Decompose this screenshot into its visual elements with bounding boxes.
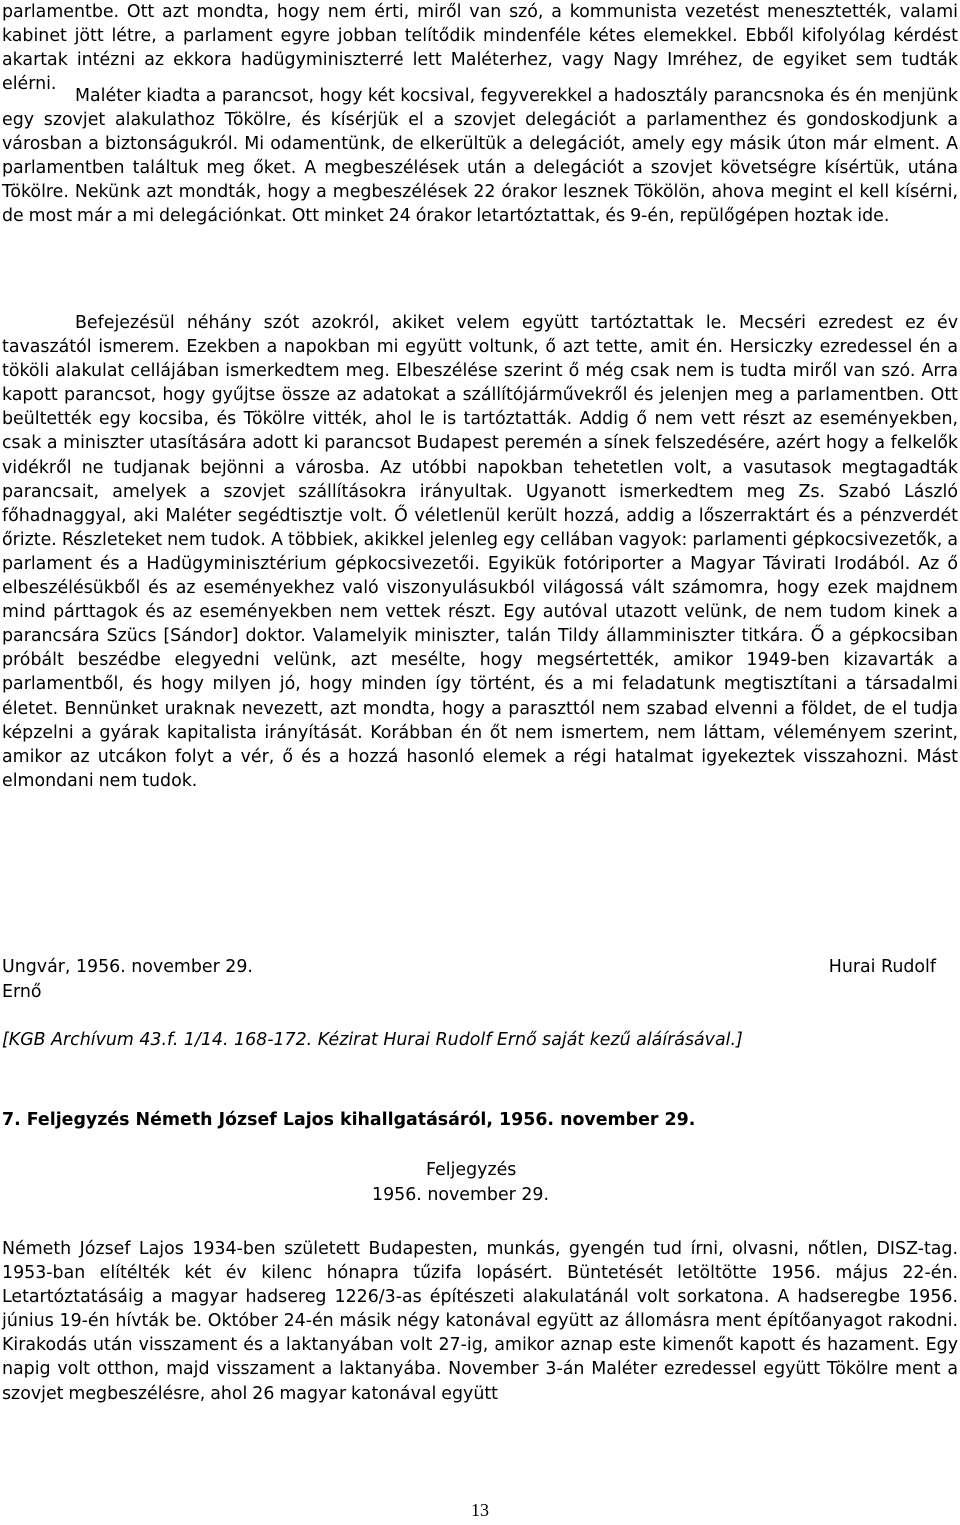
paragraph-maleter: Maléter kiadta a parancsot, hogy két kocsival, fegyverekkel a hadosztály parancsnoka és én menjünk egy szovjet alakulathoz Tökölre, és kísérjük el a szovjet delegációt a parlamenthez és gondoskodjunk a városban a biztonságukról. Mi odamentünk, de elkerültük a delegációt, amely egy másik úton már elment. A parlamentben találtuk meg őket. A megbeszélések után a delegációt a szovjet követségre kísértük, utána Tökölre. Nekünk azt mondták, hogy a megbeszélések 22 órakor lesznek Tökölön, ahova megint el kell kísérni, de most már a mi delegációnkat. Ott minket 24 órakor letartóztattak, és 9-én, repülőgépen hoztak ide.: [2, 86, 958, 227]
signature-place-date: Ungvár, 1956. november 29.: [2, 957, 253, 977]
paragraph-nemeth: Németh József Lajos 1934-ben született Budapesten, munkás, gyengén tud írni, olvasni, nőtlen, DISZ-tag. 1953-ban elítélték két év kilenc hónapra tűzifa lopásért. Büntetését letöltötte 1956. május 22-én. Letartóztatásáig a magyar hadsereg 1226/3-as építészeti alakulatánál volt sorkatona. A hadseregbe 1956. június 19-én hívták be. Október 24-én másik négy katonával együtt az állomásra ment építőanyagot rakodni. Kirakodás után visszament és a laktanyában volt 27-ig, amikor aznap este kimenőt kapott és hazament. Egy napig volt otthon, majd visszament a laktanyába. November 3-án Maléter ezredessel együtt Tökölre ment a szovjet megbeszélésre, ahol 26 magyar katonával együtt: [2, 1239, 958, 1404]
signature-name-continued: Ernő: [2, 982, 42, 1002]
note-date: 1956. november 29.: [372, 1185, 549, 1205]
archive-citation: [KGB Archívum 43.f. 1/14. 168-172. Kézirat Hurai Rudolf Ernő saját kezű aláírásával.]: [2, 1030, 743, 1050]
paragraph-top-continued: parlamentbe. Ott azt mondta, hogy nem érti, miről van szó, a kommunista vezetést menesztették, valami kabinet jött létre, a parlament egyre jobban telítődik mindenféle kétes elemekkel. Ebből kifolyólag kérdést akartak intézni az ekkora hadügyminiszterré lett Maléterhez, vagy Nagy Imréhez, de egyiket sem tudták elérni.: [2, 2, 958, 95]
note-title: Feljegyzés: [426, 1160, 517, 1180]
signature-name: Hurai Rudolf: [828, 957, 936, 977]
section-heading: 7. Feljegyzés Németh József Lajos kihallgatásáról, 1956. november 29.: [2, 1110, 696, 1130]
paragraph-befejezesul: Befejezésül néhány szót azokról, akiket velem együtt tartóztattak le. Mecséri ezredest ez év tavaszától ismerem. Ezekben a napokban mi együtt voltunk, ő azt tette, amit én. Hersiczky ezredessel én a tököli alakulat cellájában ismerkedtem meg. Elbeszélése szerint ő még csak nem is tudta miről van szó. Arra kapott parancsot, hogy gyűjtse össze az adatokat a szállítójárművekről és jelenjen meg a parlamentben. Ott beültették egy kocsiba, és Tökölre vitték, ahol le is tartóztatták. Addig ő nem vett részt az eseményekben, csak a miniszter utasítására adott ki parancsot Budapest peremén a sínek felszedésére, azért hogy a felkelők vidékről ne tudjanak bejönni a városba. Az utóbbi napokban tehetetlen volt, a vasutasok megtagadták parancsait, amelyek a szovjet szállításokra irányultak. Ugyanott ismerkedtem meg Zs. Szabó László főhadnaggyal, aki Maléter segédtisztje volt. Ő véletlenül került hozzá, addig a lőszerraktárt és a pénzverdét őrizte. Részleteket nem tudok. A többiek, akikkel jelenleg egy cellában vagyok: parlamenti gépkocsivezetők, a parlament és a Hadügyminisztérium gépkocsivezetői. Egyikük fotóriporter a Magyar Távirati Irodából. Az ő elbeszélésükből és az eseményekhez való viszonyulásukból világossá vált számomra, hogy ezek majdnem mind párttagok és az eseményekben nem vettek részt. Egy autóval utazott velünk, de nem tudom kinek a parancsára Szücs [Sándor] doktor. Valamelyik miniszter, talán Tildy államminiszter titkára. Ő a gépkocsiban próbált beszédbe elegyedni velünk, azt mesélte, hogy megsértették, amikor 1949-ben kizavarták a parlamentből, és hogy milyen jó, hogy minden így történt, és a mi feladatunk megtisztítani a társadalmi életet. Bennünket uraknak nevezett, azt mondta, hogy a paraszttól nem szabad elvenni a földet, de el tudja képzelni a gyárak kapitalista irányítását. Korábban én őt nem ismertem, nem láttam, véleményem szerint, amikor az utcákon folyt a vér, ő és a hozzá hasonló elemek a régi hatalmat igyekeztek visszahozni. Mást elmondani nem tudok.: [2, 313, 958, 791]
page-number: 13: [471, 1500, 489, 1520]
